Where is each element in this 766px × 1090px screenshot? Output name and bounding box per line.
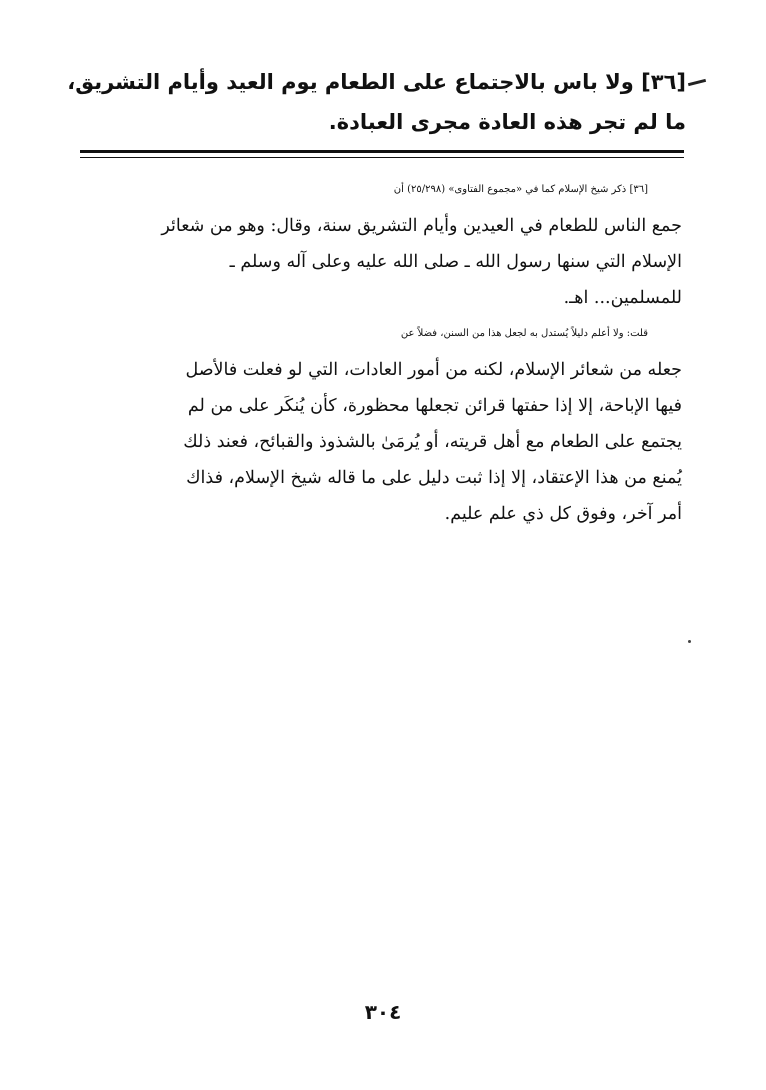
margin-dash-mark [688, 79, 706, 86]
margin-dot [688, 640, 691, 643]
paragraph-2-line-2: جعله من شعائر الإسلام، لكنه من أمور العادات، التي لو فعلت فالأصل [185, 360, 682, 380]
paragraph-2-line-1: قلت: ولا أعلم دليلاً يُستدل به لجعل هذا من السنن، فضلاً عن [400, 328, 648, 339]
paragraph-1-line-4: للمسلمين... اهـ. [563, 288, 682, 308]
heading-line-1: [٣٦] ولا باس بالاجتماع على الطعام يوم العيد وأيام التشريق، [67, 70, 686, 94]
paragraph-2-line-3: فيها الإباحة، إلا إذا حفتها قرائن تجعلها محظورة، كأن يُنكَر على من لم [187, 396, 682, 416]
page-number: ٣٠٤ [364, 1000, 402, 1024]
paragraph-2-line-6: أمر آخر، وفوق كل ذي علم عليم. [444, 504, 682, 524]
commentary-paragraph-1 [82, 172, 682, 316]
commentary-paragraph-2 [82, 316, 682, 532]
heading-line-2: ما لم تجر هذه العادة مجرى العبادة. [328, 110, 686, 134]
separator-rule-thin [80, 157, 684, 158]
paragraph-1-line-3: الإسلام التي سنها رسول الله ـ صلى الله عليه وعلى آله وسلم ـ [229, 252, 682, 272]
paragraph-2-line-4: يجتمع على الطعام مع أهل قريته، أو يُرمَىٰ بالشذوذ والقبائح، فعند ذلك [183, 432, 682, 452]
paragraph-2-line-5: يُمنع من هذا الإعتقاد، إلا إذا ثبت دليل على ما قاله شيخ الإسلام، فذاك [186, 468, 682, 488]
paragraph-1-line-2: جمع الناس للطعام في العيدين وأيام التشريق سنة، وقال: وهو من شعائر [161, 216, 682, 236]
section-heading [60, 62, 686, 142]
separator-rule-thick [80, 150, 684, 153]
paragraph-1-line-1: [٣٦] ذكر شيخ الإسلام كما في «مجموع الفتاوى» (٢٥/٢٩٨) أن [393, 184, 648, 195]
commentary-text [82, 172, 682, 532]
